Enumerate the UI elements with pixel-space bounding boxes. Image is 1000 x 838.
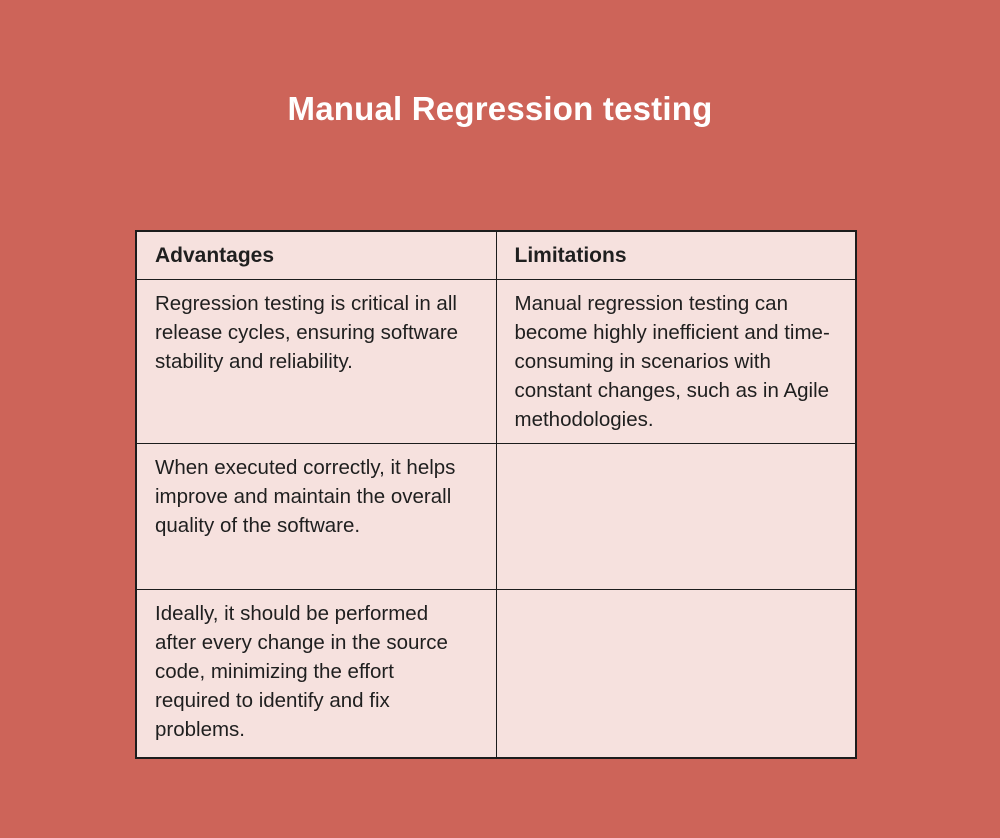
comparison-table <box>135 230 857 759</box>
column-header-limitations: Limitations <box>496 231 856 280</box>
limitations-cell-3 <box>496 590 856 758</box>
table-row <box>136 590 856 758</box>
table-row <box>136 280 856 444</box>
advantages-cell-3: Ideally, it should be performed after every change in the source code, minimizing the effort required to identify and fix problems. <box>136 590 496 758</box>
limitations-cell-2 <box>496 444 856 590</box>
column-header-advantages: Advantages <box>136 231 496 280</box>
header-row <box>136 231 856 280</box>
limitations-cell-1: Manual regression testing can become highly inefficient and time-consuming in scenarios with constant changes, such as in Agile methodologies. <box>496 280 856 444</box>
table-row <box>136 444 856 590</box>
page-title: Manual Regression testing <box>287 90 713 127</box>
comparison-table-container <box>135 230 857 759</box>
advantages-cell-2: When executed correctly, it helps improve and maintain the overall quality of the software. <box>136 444 496 590</box>
advantages-cell-1: Regression testing is critical in all release cycles, ensuring software stability and reliability. <box>136 280 496 444</box>
